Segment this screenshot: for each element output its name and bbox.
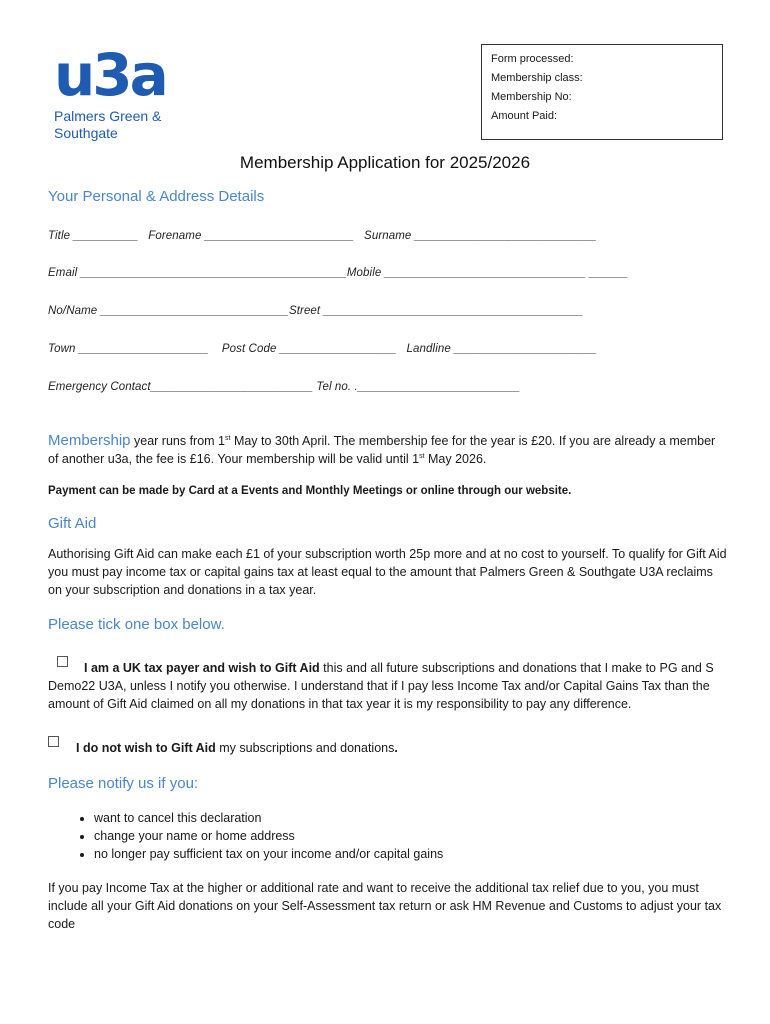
membership-sup-1: st xyxy=(225,434,231,442)
gift-aid-yes-label: I am a UK tax payer and wish to Gift Aid xyxy=(84,661,320,675)
gift-aid-no-checkbox[interactable] xyxy=(48,736,59,747)
form-processed-label: Form processed: xyxy=(491,53,574,65)
membership-text-2: May to 30th April. The membership fee for the year is £20. If you are already a member of another u3a, the fee is £16. Your membership will be valid until 1 xyxy=(48,434,716,466)
name-fields-row[interactable]: Title __________ Forename _______________________ Surname ____________________________ xyxy=(48,230,597,242)
membership-text-1: year runs from 1 xyxy=(130,434,226,448)
higher-rate-paragraph: If you pay Income Tax at the higher or additional rate and want to receive the additional tax relief due to you, you must include all your Gift Aid donations on your Self-Assessment tax return or ask HM Revenue and Customs to adjust your tax code xyxy=(48,881,722,931)
gift-aid-yes-text: this and all future subscriptions and donations that I make to PG and S Demo22 U3A, unless I notify you otherwise. I understand that if I pay less Income Tax and/or Capital Gains Tax than the amount of Gift Aid claimed on all my donations in that tax year it is my responsibility to pay any difference. xyxy=(48,661,714,711)
logo-subtitle-line2: Southgate xyxy=(54,125,118,141)
membership-sup-2: st xyxy=(419,452,425,460)
tick-box-heading: Please tick one box below. xyxy=(48,616,225,633)
contact-fields-row[interactable]: Email _________________________________________Mobile _______________________________ ______ xyxy=(48,267,629,279)
membership-paragraph xyxy=(48,432,728,468)
membership-class-label: Membership class: xyxy=(491,72,583,84)
list-item: • change your name or home address xyxy=(94,827,443,845)
list-item: • want to cancel this declaration xyxy=(94,809,443,827)
membership-text-3: May 2026. xyxy=(424,452,487,466)
notify-list xyxy=(48,809,443,863)
personal-details-heading: Your Personal & Address Details xyxy=(48,188,265,205)
notify-heading: Please notify us if you: xyxy=(48,775,199,792)
logo-mark: u3a xyxy=(54,41,166,109)
gift-aid-no-label: I do not wish to Gift Aid xyxy=(76,741,216,755)
emergency-contact-row[interactable]: Emergency Contact_________________________ Tel no. ._________________________ xyxy=(48,381,521,393)
office-use-box xyxy=(481,44,723,140)
logo-subtitle xyxy=(54,108,204,142)
u3a-logo xyxy=(54,41,204,142)
payment-note: Payment can be made by Card at a Events and Monthly Meetings or online through our website. xyxy=(48,485,572,497)
page-title: Membership Application for 2025/2026 xyxy=(239,153,531,172)
logo-subtitle-line1: Palmers Green & xyxy=(54,108,162,124)
gift-aid-no-option xyxy=(76,739,726,757)
amount-paid-label: Amount Paid: xyxy=(491,110,558,122)
town-fields-row[interactable]: Town ____________________ Post Code __________________ Landline ______________________ xyxy=(48,343,598,355)
gift-aid-paragraph: Authorising Gift Aid can make each £1 of your subscription worth 25p more and at no cost to yourself. To qualify for Gift Aid you must pay income tax or capital gains tax at least equal to the amount that Palmers Green & Southgate U3A reclaims on your subscription and donations in a tax year. xyxy=(48,547,727,597)
gift-aid-yes-option xyxy=(48,659,728,713)
gift-aid-no-end: . xyxy=(394,741,398,755)
gift-aid-heading: Gift Aid xyxy=(48,515,97,532)
address-fields-row[interactable]: No/Name _____________________________Street ________________________________________ xyxy=(48,305,584,317)
membership-no-label: Membership No: xyxy=(491,91,572,103)
gift-aid-no-text: my subscriptions and donations xyxy=(215,741,395,755)
list-item: • no longer pay sufficient tax on your income and/or capital gains xyxy=(94,845,443,863)
membership-word: Membership xyxy=(48,432,131,449)
